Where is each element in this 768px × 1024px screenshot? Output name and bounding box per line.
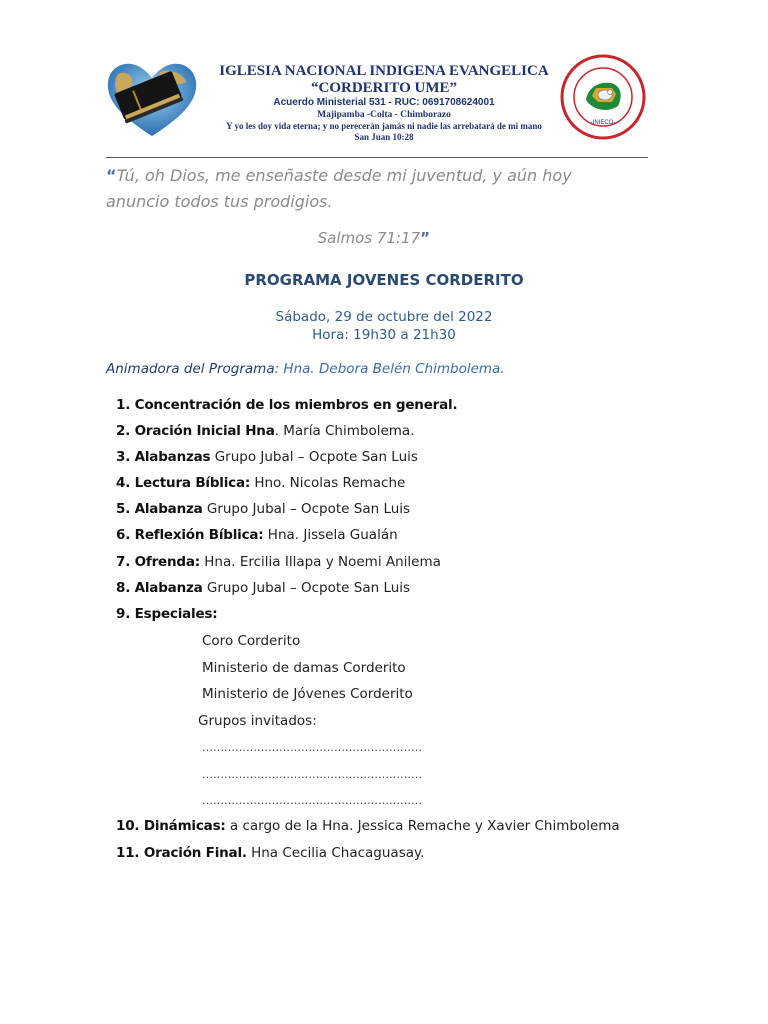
- church-subtitle: “CORDERITO UME”: [311, 80, 457, 96]
- program-item: 1. Concentración de los miembros en general.: [116, 397, 458, 413]
- svg-text:-INIECO-: -INIECO-: [590, 120, 616, 126]
- program-item: 7. Ofrenda: Hna. Ercilia Illapa y Noemi Anilema: [116, 554, 441, 570]
- program-item: 9. Especiales:: [116, 606, 218, 622]
- globe-bible-logo: [104, 56, 200, 140]
- program-item: 11. Oración Final. Hna Cecilia Chacaguasay.: [116, 845, 425, 861]
- host-value: : Hna. Debora Belén Chimbolema.: [274, 361, 505, 377]
- program-item: 6. Reflexión Bíblica: Hna. Jissela Gualán: [116, 527, 398, 543]
- quote-reference-line: [106, 229, 430, 247]
- special-item: Coro Corderito: [202, 633, 301, 649]
- program-host: [106, 361, 505, 377]
- header-divider: [106, 157, 648, 158]
- church-seal-logo: [560, 54, 646, 140]
- special-item: Ministerio de Jóvenes Corderito: [202, 686, 413, 702]
- church-name: IGLESIA NACIONAL INDIGENA EVANGELICA: [219, 63, 549, 79]
- program-item: 8. Alabanza Grupo Jubal – Ocpote San Luis: [116, 580, 411, 596]
- program-item: 2. Oración Inicial Hna. María Chimbolema.: [116, 423, 415, 439]
- blank-line: ……………………………………………………: [202, 768, 422, 781]
- blank-line: ……………………………………………………: [202, 741, 422, 754]
- program-title: PROGRAMA JOVENES CORDERITO: [244, 271, 524, 289]
- quote-close-mark: ”: [420, 229, 430, 247]
- program-item: 3. Alabanzas Grupo Jubal – Ocpote San Luis: [116, 449, 418, 465]
- ministerial-agreement: Acuerdo Ministerial 531 - RUC: 0691708624001: [273, 97, 495, 108]
- program-item: 4. Lectura Bíblica: Hno. Nicolas Remache: [116, 475, 406, 491]
- host-label: Animadora del Programa: [106, 361, 275, 377]
- blank-line: ……………………………………………………: [202, 794, 422, 807]
- header-verse: Y yo les doy vida eterna; y no perecerán jamás ni nadie las arrebatará de mi mano: [226, 121, 542, 131]
- program-date: Sábado, 29 de octubre del 2022: [275, 309, 493, 325]
- quote-reference: Salmos 71:17: [317, 229, 421, 247]
- church-location: Majipamba -Colta - Chimborazo: [317, 110, 451, 120]
- special-item: Ministerio de damas Corderito: [202, 660, 406, 676]
- program-item: 10. Dinámicas: a cargo de la Hna. Jessica Remache y Xavier Chimbolema: [116, 818, 620, 834]
- special-item: Grupos invitados:: [198, 713, 317, 729]
- quote-text: Tú, oh Dios, me enseñaste desde mi juventud, y aún hoy anuncio todos tus prodigios.: [106, 166, 572, 211]
- header-verse-ref: San Juan 10:28: [354, 132, 414, 142]
- program-item: 5. Alabanza Grupo Jubal – Ocpote San Luis: [116, 501, 411, 517]
- quote-open-mark: “: [106, 166, 117, 185]
- program-hour: Hora: 19h30 a 21h30: [312, 327, 456, 343]
- bible-quote: [106, 163, 626, 215]
